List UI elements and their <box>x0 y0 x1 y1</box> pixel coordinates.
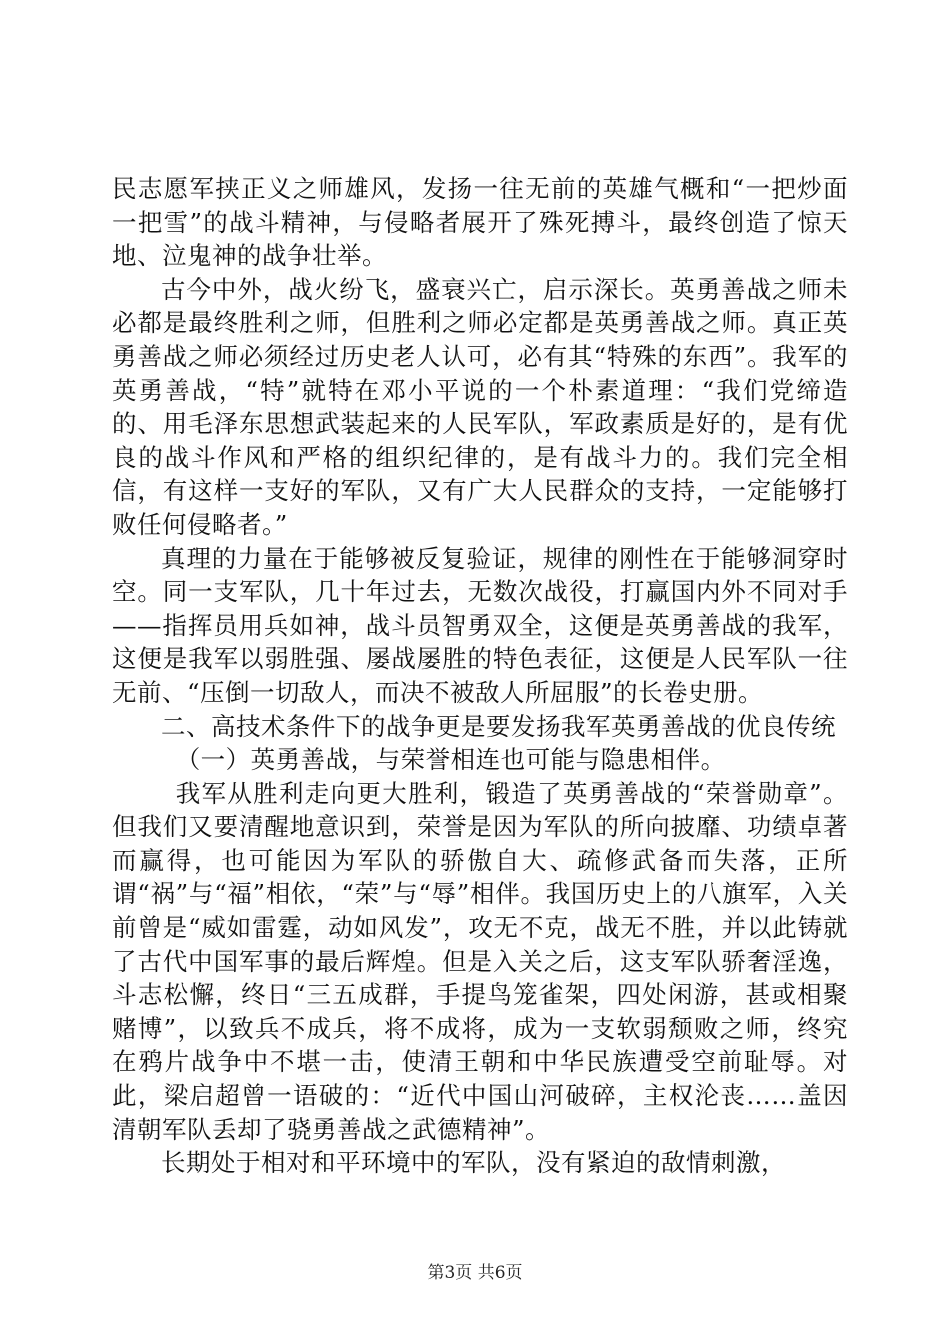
paragraph-history-lessons: 古今中外，战火纷飞，盛衰兴亡，启示深长。英勇善战之师未必都是最终胜利之师，但胜利之师必定都是英勇善战之师。真正英勇善战之师必须经过历史老人认可，必有其“特殊的东西”。我军的英勇善战，“特”就特在邓小平说的一个朴素道理：“我们党缔造的、用毛泽东思想武装起来的人民军队，军政素质是好的，是有优良的战斗作风和严格的组织纪律的，是有战斗力的。我们完全相信，有这样一支好的军队，又有广大人民群众的支持，一定能够打败任何侵略者。” <box>112 274 848 539</box>
paragraph-continuation: 民志愿军挟正义之师雄风，发扬一往无前的英雄气概和“一把炒面一把雪”的战斗精神，与侵略者展开了殊死搏斗，最终创造了惊天地、泣鬼神的战争壮举。 <box>112 174 848 271</box>
paragraph-truth-power: 真理的力量在于能够被反复验证，规律的刚性在于能够洞穿时空。同一支军队，几十年过去，无数次战役，打赢国内外不同对手——指挥员用兵如神，战斗员智勇双全，这便是英勇善战的我军，这便是我军以弱胜强、屡战屡胜的特色表征，这便是人民军队一往无前、“压倒一切敌人，而决不被敌人所屈服”的长卷史册。 <box>112 543 848 707</box>
page-number: 第3页 共6页 <box>427 1263 523 1283</box>
subsection-heading-1: （一）英勇善战，与荣誉相连也可能与隐患相伴。 <box>175 745 726 775</box>
paragraph-honor-medal: 我军从胜利走向更大胜利，锻造了英勇善战的“荣誉勋章”。但我们又要清醒地意识到，荣誉是因为军队的所向披靡、功绩卓著而赢得，也可能因为军队的骄傲自大、疏修武备而失落，正所谓“祸”与“福”相依，“荣”与“辱”相伴。我国历史上的八旗军，入关前曾是“威如雷霆，动如风发”，攻无不克，战无不胜，并以此铸就了古代中国军事的最后辉煌。但是入关之后，这支军队骄奢淫逸，斗志松懈，终日“三五成群，手提鸟笼雀架，四处闲游，甚或相聚赌博”，以致兵不成兵，将不成将，成为一支软弱颓败之师，终究在鸦片战争中不堪一击，使清王朝和中华民族遭受空前耻辱。对此，梁启超曾一语破的：“近代中国山河破碎，主权沦丧……盖因清朝军队丢却了骁勇善战之武德精神”。 <box>112 778 848 1144</box>
paragraph-peace-environment: 长期处于相对和平环境中的军队，没有紧迫的敌情刺激， <box>161 1148 786 1178</box>
document-body <box>112 172 848 1180</box>
section-heading-2: 二、高技术条件下的战争更是要发扬我军英勇善战的优良传统 <box>161 711 836 741</box>
